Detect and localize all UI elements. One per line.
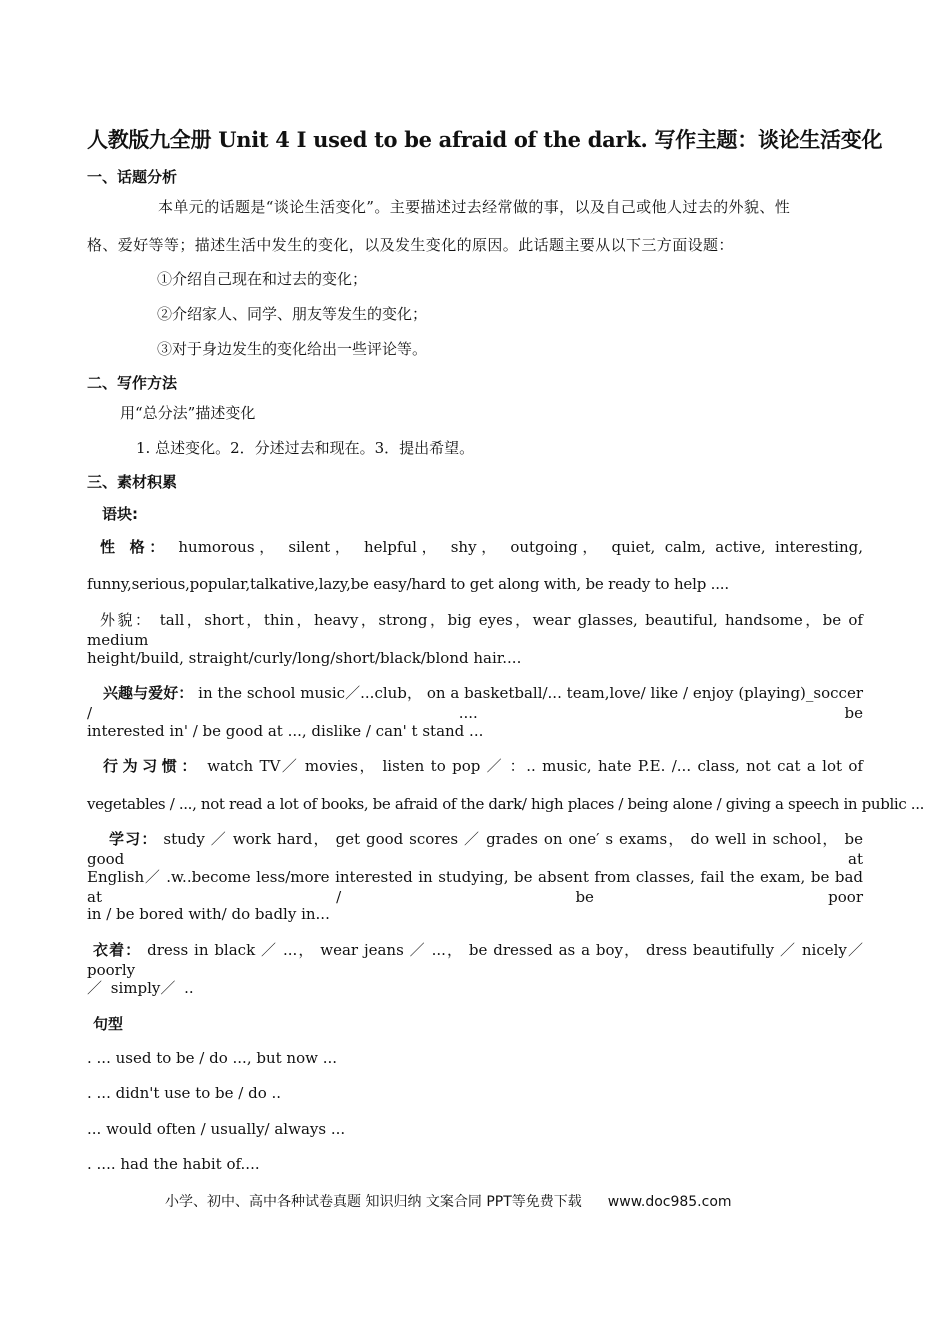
hobbies-text-1: in the school music／...club， on a basketball/... team,love/ like / enjoy (playing)_soccer / .... be bbox=[87, 684, 863, 722]
section2-heading: 二、写作方法 bbox=[87, 374, 178, 392]
section1-item-1: ①介绍自己现在和过去的变化； bbox=[157, 270, 368, 288]
appearance-line1 bbox=[87, 610, 863, 650]
habits-label: 行为习惯： bbox=[103, 757, 201, 775]
study-label: 学习： bbox=[109, 830, 158, 848]
section1-item-2: ②介绍家人、同学、朋友等发生的变化； bbox=[157, 305, 428, 323]
footer-url[interactable]: www.doc985.com bbox=[607, 1194, 732, 1210]
pattern-2: . ... didn't use to be / do .. bbox=[87, 1084, 282, 1102]
clothes-line1 bbox=[87, 940, 863, 980]
personality-text-1: humorous， silent， helpful， shy， outgoing， quiet, calm, active, interesting, bbox=[178, 538, 863, 556]
section1-heading: 一、话题分析 bbox=[87, 168, 178, 186]
pattern-1: . ... used to be / do ..., but now ... bbox=[87, 1049, 338, 1067]
personality-line1 bbox=[87, 537, 863, 557]
section3-heading: 三、素材积累 bbox=[87, 473, 178, 491]
clothes-label: 衣着： bbox=[93, 941, 142, 959]
patterns-label: 句型 bbox=[93, 1015, 124, 1033]
clothes-line2: ／ simply／ .. bbox=[87, 979, 194, 997]
habits-line2: vegetables / ..., not read a lot of books, be afraid of the dark/ high places / being alone / giving a speech in public ... bbox=[87, 795, 925, 813]
chunks-label: 语块: bbox=[102, 505, 138, 523]
clothes-text-1: dress in black ／ ...， wear jeans ／ ...， be dressed as a boy， dress beautifully ／ nicely／ poorly bbox=[87, 941, 863, 979]
footer bbox=[165, 1191, 732, 1211]
hobbies-line2: interested in' / be good at ..., dislike / can' t stand ... bbox=[87, 722, 484, 740]
footer-text: 小学、初中、高中各种试卷真题 知识归纳 文案合同 PPT等免费下载 bbox=[165, 1194, 582, 1210]
habits-line1 bbox=[87, 756, 863, 776]
habits-text-1: watch TV／ movies， listen to pop ／ ：.. music, hate P.E. /... class, not cat a lot of bbox=[207, 757, 863, 775]
personality-label: 性 格： bbox=[100, 538, 169, 556]
study-line1 bbox=[87, 829, 863, 869]
hobbies-line1 bbox=[87, 683, 863, 723]
appearance-text-1: tall，short，thin，heavy，strong，big eyes，wear glasses, beautiful, handsome，be of medium bbox=[87, 611, 863, 649]
pattern-3: ... would often / usually/ always ... bbox=[87, 1120, 346, 1138]
study-line2: English／ .w..become less/more interested in studying, be absent from classes, fail the exam, be bad at / be poor bbox=[87, 868, 863, 906]
section2-line2: 1. 总述变化。2．分述过去和现在。3．提出希望。 bbox=[136, 439, 475, 457]
section2-line1: 用“总分法”描述变化 bbox=[120, 404, 256, 422]
section1-para-line1: 本单元的话题是“谈论生活变化”。主要描述过去经常做的事，以及自己或他人过去的外貌、性 bbox=[158, 198, 791, 216]
appearance-label: 外貌： bbox=[100, 611, 153, 629]
section1-item-3: ③对于身边发生的变化给出一些评论等。 bbox=[157, 340, 428, 358]
study-line3: in / be bored with/ do badly in... bbox=[87, 905, 330, 923]
appearance-line2: height/build, straight/curly/long/short/black/blond hair.... bbox=[87, 649, 522, 667]
page-title: 人教版九全册 Unit 4 I used to be afraid of the dark. 写作主题：谈论生活变化 bbox=[87, 127, 883, 152]
section1-para-line2: 格、爱好等等；描述生活中发生的变化，以及发生变化的原因。此话题主要从以下三方面设题： bbox=[87, 236, 734, 254]
personality-line2: funny,serious,popular,talkative,lazy,be easy/hard to get along with, be ready to help .... bbox=[87, 575, 729, 593]
pattern-4: . .... had the habit of.... bbox=[87, 1155, 260, 1173]
hobbies-label: 兴趣与爱好： bbox=[103, 684, 194, 702]
study-text-1: study ／ work hard， get good scores ／ grades on one′ s exams， do well in school， be good at bbox=[87, 830, 863, 868]
